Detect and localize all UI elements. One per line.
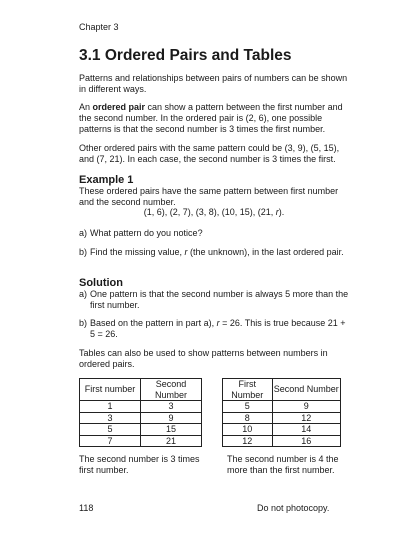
table-row [80,424,202,436]
chapter-label: Chapter 3 [79,22,119,32]
copyright-notice: Do not photocopy. [257,503,330,513]
qb-variable: r [184,247,188,257]
intro-paragraph: Patterns and relationships between pairs of numbers can be shown in different ways. [79,73,348,95]
col-header-second: Second Number [141,379,202,401]
table-cell: 5 [223,401,273,413]
question-b-text [90,247,349,258]
pairs-post: ). [278,207,285,217]
table-row [80,435,202,447]
table-row [80,412,202,424]
table-cell: 3 [80,412,141,424]
pairs-pre: (1, 6), (2, 7), (3, 8), (10, 15), (21, [143,207,276,217]
table-times-three [79,378,202,447]
table-cell: 15 [141,424,202,436]
table-cell: 9 [272,401,340,413]
table-cell: 5 [80,424,141,436]
section-title: 3.1 Ordered Pairs and Tables [79,47,292,64]
question-b [79,247,349,258]
table-cell: 12 [223,435,273,447]
table-row [223,401,341,413]
table-cell: 8 [223,412,273,424]
table-plus-four [222,378,341,447]
solution-heading: Solution [79,277,123,289]
sb-pre: Based on the pattern in part a), [90,318,217,328]
example-heading: Example 1 [79,174,134,186]
solution-b-label: b) [79,318,88,328]
table-cell: 7 [80,435,141,447]
table-cell: 14 [272,424,340,436]
example-pairs [79,207,349,217]
table-cell: 1 [80,401,141,413]
table1-caption: The second number is 3 times first number. [79,454,200,476]
table-row [80,401,202,413]
solution-a-text: One pattern is that the second number is always 5 more than the first number. [90,289,349,311]
ordered-pair-paragraph [79,102,349,136]
table2-caption: The second number is 4 the more than the first number. [227,454,339,476]
p2-post: can show a pattern between the first number and the second number. In the ordered pair is (2, 6), one possible patterns is that the second number is 3 times the first number. [79,102,343,135]
term-ordered-pair: ordered pair [92,102,146,112]
table-cell: 3 [141,401,202,413]
question-a-text: What pattern do you notice? [90,228,203,238]
table-header-row [223,379,341,401]
qb-post: (the unknown), in the last ordered pair. [187,247,344,257]
solution-b-text [90,318,349,340]
table-row [223,435,341,447]
table-header-row [80,379,202,401]
page-number: 118 [79,503,94,513]
sb-variable: r [216,318,220,328]
p2-pre: An [79,102,93,112]
col-header-second: Second Number [272,379,340,401]
solution-b [79,318,349,340]
tables-intro: Tables can also be used to show patterns between numbers in ordered pairs. [79,348,328,370]
col-header-first: First number [80,379,141,401]
table-cell: 16 [272,435,340,447]
question-b-label: b) [79,247,88,257]
sb-post: = 26. This is true because 21 + 5 = 26. [90,318,346,340]
example-text: These ordered pairs have the same pattern between first number and the second number. [79,186,339,208]
table-cell: 10 [223,424,273,436]
table-cell: 21 [141,435,202,447]
question-a-label: a) [79,228,88,238]
qb-pre: Find the missing value, [90,247,185,257]
table-cell: 9 [141,412,202,424]
table-row [223,412,341,424]
col-header-first: First Number [223,379,273,401]
solution-a-label: a) [79,289,88,299]
pairs-variable: r [275,207,279,217]
other-pairs-paragraph: Other ordered pairs with the same pattern could be (3, 9), (5, 15), and (7, 21). In each case, the second number is 3 times the first. [79,143,340,165]
solution-a [79,289,349,311]
question-a [79,228,349,239]
table-cell: 12 [272,412,340,424]
table-row [223,424,341,436]
